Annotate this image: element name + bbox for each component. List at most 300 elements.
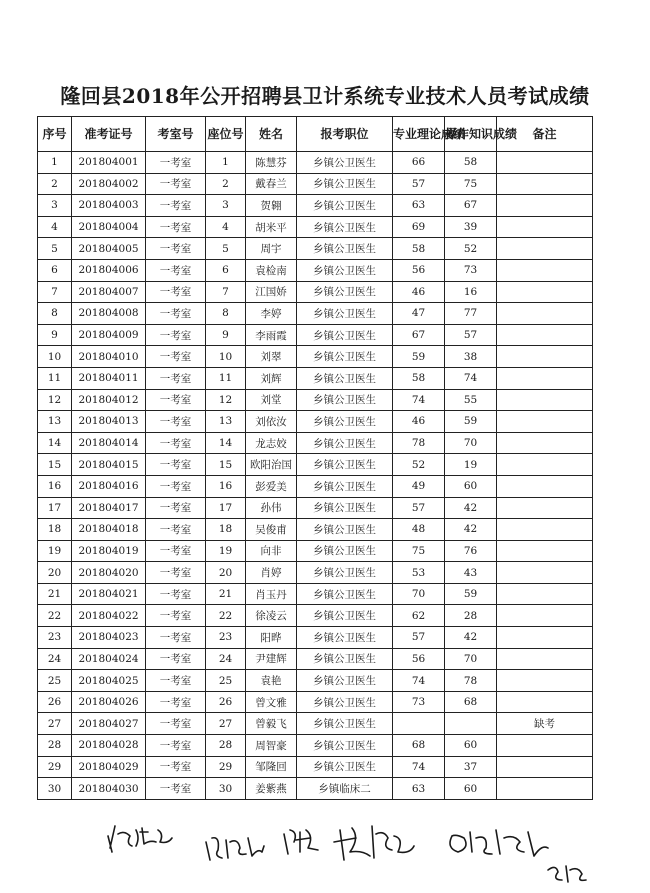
table-row <box>38 389 593 411</box>
row-number-cell: 26 <box>38 691 72 713</box>
exam-id-cell: 201804017 <box>72 497 146 519</box>
table-row <box>38 497 593 519</box>
exam-id-cell: 201804021 <box>72 583 146 605</box>
candidate-name-cell: 戴春兰 <box>246 173 297 195</box>
seat-number-cell: 25 <box>206 670 246 692</box>
table-row <box>38 195 593 217</box>
exam-room-cell: 一考室 <box>146 281 206 303</box>
exam-id-cell: 201804004 <box>72 216 146 238</box>
exam-id-cell: 201804007 <box>72 281 146 303</box>
candidate-name-cell: 吴俊甫 <box>246 519 297 541</box>
candidate-name-cell: 李婷 <box>246 303 297 325</box>
seat-number-cell: 13 <box>206 411 246 433</box>
exam-id-cell: 201804002 <box>72 173 146 195</box>
theory-score-cell: 46 <box>393 411 445 433</box>
position-cell: 乡镇公卫医生 <box>297 605 393 627</box>
practical-score-cell: 75 <box>445 173 497 195</box>
candidate-name-cell: 欧阳治国 <box>246 454 297 476</box>
exam-room-cell: 一考室 <box>146 367 206 389</box>
remark-cell <box>497 735 593 757</box>
row-number-cell: 30 <box>38 778 72 800</box>
seat-number-cell: 14 <box>206 432 246 454</box>
position-cell: 乡镇公卫医生 <box>297 670 393 692</box>
remark-cell <box>497 475 593 497</box>
candidate-name-cell: 胡米平 <box>246 216 297 238</box>
remark-cell <box>497 303 593 325</box>
seat-number-cell: 8 <box>206 303 246 325</box>
column-header: 专业理论成绩 <box>393 117 445 152</box>
table-row <box>38 540 593 562</box>
remark-cell <box>497 648 593 670</box>
remark-cell <box>497 173 593 195</box>
row-number-cell: 4 <box>38 216 72 238</box>
position-cell: 乡镇公卫医生 <box>297 238 393 260</box>
practical-score-cell: 74 <box>445 367 497 389</box>
candidate-name-cell: 姜紫燕 <box>246 778 297 800</box>
remark-cell <box>497 281 593 303</box>
candidate-name-cell: 彭爱美 <box>246 475 297 497</box>
candidate-name-cell: 陈慧芬 <box>246 152 297 174</box>
exam-room-cell: 一考室 <box>146 475 206 497</box>
exam-id-cell: 201804016 <box>72 475 146 497</box>
row-number-cell: 18 <box>38 519 72 541</box>
theory-score-cell: 75 <box>393 540 445 562</box>
practical-score-cell: 70 <box>445 432 497 454</box>
exam-room-cell: 一考室 <box>146 583 206 605</box>
exam-room-cell: 一考室 <box>146 605 206 627</box>
remark-cell <box>497 152 593 174</box>
practical-score-cell <box>445 713 497 735</box>
practical-score-cell: 67 <box>445 195 497 217</box>
theory-score-cell: 58 <box>393 367 445 389</box>
table-row <box>38 411 593 433</box>
exam-id-cell: 201804009 <box>72 324 146 346</box>
signature-4 <box>334 826 414 860</box>
position-cell: 乡镇公卫医生 <box>297 735 393 757</box>
theory-score-cell: 67 <box>393 324 445 346</box>
position-cell: 乡镇公卫医生 <box>297 259 393 281</box>
theory-score-cell: 53 <box>393 562 445 584</box>
position-cell: 乡镇临床二 <box>297 778 393 800</box>
exam-room-cell: 一考室 <box>146 540 206 562</box>
theory-score-cell: 74 <box>393 756 445 778</box>
remark-cell <box>497 454 593 476</box>
column-header: 座位号 <box>206 117 246 152</box>
signature-2 <box>206 838 264 860</box>
position-cell: 乡镇公卫医生 <box>297 173 393 195</box>
exam-id-cell: 201804023 <box>72 627 146 649</box>
candidate-name-cell: 刘翠 <box>246 346 297 368</box>
seat-number-cell: 23 <box>206 627 246 649</box>
table-row <box>38 713 593 735</box>
candidate-name-cell: 周智豪 <box>246 735 297 757</box>
table-row <box>38 648 593 670</box>
practical-score-cell: 58 <box>445 152 497 174</box>
theory-score-cell: 59 <box>393 346 445 368</box>
exam-room-cell: 一考室 <box>146 195 206 217</box>
exam-room-cell: 一考室 <box>146 389 206 411</box>
exam-room-cell: 一考室 <box>146 411 206 433</box>
theory-score-cell: 52 <box>393 454 445 476</box>
seat-number-cell: 11 <box>206 367 246 389</box>
table-row <box>38 367 593 389</box>
exam-id-cell: 201804011 <box>72 367 146 389</box>
seat-number-cell: 3 <box>206 195 246 217</box>
remark-cell <box>497 562 593 584</box>
exam-id-cell: 201804001 <box>72 152 146 174</box>
theory-score-cell: 70 <box>393 583 445 605</box>
position-cell: 乡镇公卫医生 <box>297 389 393 411</box>
seat-number-cell: 30 <box>206 778 246 800</box>
exam-id-cell: 201804022 <box>72 605 146 627</box>
column-header: 考室号 <box>146 117 206 152</box>
practical-score-cell: 76 <box>445 540 497 562</box>
candidate-name-cell: 肖婷 <box>246 562 297 584</box>
candidate-name-cell: 刘堂 <box>246 389 297 411</box>
theory-score-cell: 74 <box>393 389 445 411</box>
position-cell: 乡镇公卫医生 <box>297 411 393 433</box>
candidate-name-cell: 肖玉丹 <box>246 583 297 605</box>
position-cell: 乡镇公卫医生 <box>297 583 393 605</box>
table-row <box>38 778 593 800</box>
candidate-name-cell: 袁艳 <box>246 670 297 692</box>
seat-number-cell: 28 <box>206 735 246 757</box>
exam-room-cell: 一考室 <box>146 713 206 735</box>
remark-cell <box>497 411 593 433</box>
candidate-name-cell: 曾文雅 <box>246 691 297 713</box>
candidate-name-cell: 周宇 <box>246 238 297 260</box>
candidate-name-cell: 刘依汝 <box>246 411 297 433</box>
seat-number-cell: 19 <box>206 540 246 562</box>
seat-number-cell: 9 <box>206 324 246 346</box>
theory-score-cell: 66 <box>393 152 445 174</box>
remark-cell <box>497 756 593 778</box>
page-title: 隆回县2018年公开招聘县卫计系统专业技术人员考试成绩 <box>60 84 590 108</box>
exam-id-cell: 201804003 <box>72 195 146 217</box>
column-header: 报考职位 <box>297 117 393 152</box>
practical-score-cell: 52 <box>445 238 497 260</box>
seat-number-cell: 4 <box>206 216 246 238</box>
exam-id-cell: 201804014 <box>72 432 146 454</box>
candidate-name-cell: 袁检南 <box>246 259 297 281</box>
position-cell: 乡镇公卫医生 <box>297 540 393 562</box>
candidate-name-cell: 阳晔 <box>246 627 297 649</box>
exam-room-cell: 一考室 <box>146 778 206 800</box>
exam-id-cell: 201804012 <box>72 389 146 411</box>
practical-score-cell: 42 <box>445 497 497 519</box>
theory-score-cell <box>393 713 445 735</box>
row-number-cell: 10 <box>38 346 72 368</box>
exam-id-cell: 201804024 <box>72 648 146 670</box>
practical-score-cell: 38 <box>445 346 497 368</box>
position-cell: 乡镇公卫医生 <box>297 562 393 584</box>
position-cell: 乡镇公卫医生 <box>297 367 393 389</box>
table-row <box>38 735 593 757</box>
exam-room-cell: 一考室 <box>146 691 206 713</box>
practical-score-cell: 42 <box>445 519 497 541</box>
seat-number-cell: 5 <box>206 238 246 260</box>
seat-number-cell: 17 <box>206 497 246 519</box>
position-cell: 乡镇公卫医生 <box>297 152 393 174</box>
row-number-cell: 1 <box>38 152 72 174</box>
remark-cell: 缺考 <box>497 713 593 735</box>
exam-room-cell: 一考室 <box>146 216 206 238</box>
practical-score-cell: 43 <box>445 562 497 584</box>
seat-number-cell: 15 <box>206 454 246 476</box>
candidate-name-cell: 龙志姣 <box>246 432 297 454</box>
signatures <box>0 808 650 893</box>
row-number-cell: 6 <box>38 259 72 281</box>
table-row <box>38 562 593 584</box>
remark-cell <box>497 238 593 260</box>
table-row <box>38 519 593 541</box>
row-number-cell: 8 <box>38 303 72 325</box>
row-number-cell: 21 <box>38 583 72 605</box>
table-header-row <box>38 117 593 152</box>
row-number-cell: 12 <box>38 389 72 411</box>
theory-score-cell: 48 <box>393 519 445 541</box>
signature-5 <box>450 830 548 856</box>
exam-room-cell: 一考室 <box>146 648 206 670</box>
practical-score-cell: 57 <box>445 324 497 346</box>
row-number-cell: 3 <box>38 195 72 217</box>
exam-id-cell: 201804020 <box>72 562 146 584</box>
position-cell: 乡镇公卫医生 <box>297 324 393 346</box>
row-number-cell: 16 <box>38 475 72 497</box>
exam-id-cell: 201804028 <box>72 735 146 757</box>
row-number-cell: 7 <box>38 281 72 303</box>
row-number-cell: 23 <box>38 627 72 649</box>
practical-score-cell: 59 <box>445 583 497 605</box>
table-row <box>38 432 593 454</box>
exam-id-cell: 201804010 <box>72 346 146 368</box>
table-row <box>38 475 593 497</box>
theory-score-cell: 69 <box>393 216 445 238</box>
exam-id-cell: 201804025 <box>72 670 146 692</box>
remark-cell <box>497 519 593 541</box>
exam-id-cell: 201804015 <box>72 454 146 476</box>
seat-number-cell: 16 <box>206 475 246 497</box>
candidate-name-cell: 徐凌云 <box>246 605 297 627</box>
candidate-name-cell: 孙伟 <box>246 497 297 519</box>
seat-number-cell: 1 <box>206 152 246 174</box>
table-row <box>38 173 593 195</box>
exam-room-cell: 一考室 <box>146 259 206 281</box>
remark-cell <box>497 778 593 800</box>
signature-6 <box>548 866 586 882</box>
theory-score-cell: 63 <box>393 778 445 800</box>
table-row <box>38 281 593 303</box>
seat-number-cell: 20 <box>206 562 246 584</box>
seat-number-cell: 21 <box>206 583 246 605</box>
table-row <box>38 627 593 649</box>
exam-id-cell: 201804006 <box>72 259 146 281</box>
candidate-name-cell: 贺翱 <box>246 195 297 217</box>
row-number-cell: 29 <box>38 756 72 778</box>
theory-score-cell: 49 <box>393 475 445 497</box>
table-row <box>38 346 593 368</box>
table-row <box>38 670 593 692</box>
column-header: 操作知识成绩 <box>445 117 497 152</box>
exam-room-cell: 一考室 <box>146 519 206 541</box>
practical-score-cell: 60 <box>445 475 497 497</box>
seat-number-cell: 6 <box>206 259 246 281</box>
table-row <box>38 152 593 174</box>
position-cell: 乡镇公卫医生 <box>297 756 393 778</box>
exam-room-cell: 一考室 <box>146 346 206 368</box>
row-number-cell: 17 <box>38 497 72 519</box>
practical-score-cell: 42 <box>445 627 497 649</box>
row-number-cell: 9 <box>38 324 72 346</box>
remark-cell <box>497 346 593 368</box>
position-cell: 乡镇公卫医生 <box>297 519 393 541</box>
exam-id-cell: 201804029 <box>72 756 146 778</box>
remark-cell <box>497 627 593 649</box>
signature-3 <box>284 830 318 854</box>
row-number-cell: 19 <box>38 540 72 562</box>
exam-room-cell: 一考室 <box>146 735 206 757</box>
exam-id-cell: 201804027 <box>72 713 146 735</box>
practical-score-cell: 60 <box>445 735 497 757</box>
remark-cell <box>497 389 593 411</box>
seat-number-cell: 24 <box>206 648 246 670</box>
exam-room-cell: 一考室 <box>146 454 206 476</box>
signature-1 <box>108 826 172 852</box>
remark-cell <box>497 497 593 519</box>
column-header: 备注 <box>497 117 593 152</box>
position-cell: 乡镇公卫医生 <box>297 195 393 217</box>
candidate-name-cell: 李雨霞 <box>246 324 297 346</box>
candidate-name-cell: 刘辉 <box>246 367 297 389</box>
row-number-cell: 25 <box>38 670 72 692</box>
exam-room-cell: 一考室 <box>146 173 206 195</box>
practical-score-cell: 16 <box>445 281 497 303</box>
table-row <box>38 756 593 778</box>
practical-score-cell: 70 <box>445 648 497 670</box>
candidate-name-cell: 邹隆回 <box>246 756 297 778</box>
theory-score-cell: 56 <box>393 648 445 670</box>
theory-score-cell: 78 <box>393 432 445 454</box>
position-cell: 乡镇公卫医生 <box>297 303 393 325</box>
table-row <box>38 259 593 281</box>
candidate-name-cell: 向非 <box>246 540 297 562</box>
practical-score-cell: 59 <box>445 411 497 433</box>
row-number-cell: 15 <box>38 454 72 476</box>
theory-score-cell: 62 <box>393 605 445 627</box>
practical-score-cell: 39 <box>445 216 497 238</box>
exam-id-cell: 201804005 <box>72 238 146 260</box>
row-number-cell: 20 <box>38 562 72 584</box>
position-cell: 乡镇公卫医生 <box>297 627 393 649</box>
row-number-cell: 27 <box>38 713 72 735</box>
exam-room-cell: 一考室 <box>146 670 206 692</box>
table-row <box>38 303 593 325</box>
theory-score-cell: 57 <box>393 173 445 195</box>
theory-score-cell: 58 <box>393 238 445 260</box>
table-row <box>38 324 593 346</box>
exam-id-cell: 201804013 <box>72 411 146 433</box>
remark-cell <box>497 583 593 605</box>
remark-cell <box>497 432 593 454</box>
practical-score-cell: 78 <box>445 670 497 692</box>
theory-score-cell: 47 <box>393 303 445 325</box>
seat-number-cell: 12 <box>206 389 246 411</box>
practical-score-cell: 60 <box>445 778 497 800</box>
practical-score-cell: 73 <box>445 259 497 281</box>
position-cell: 乡镇公卫医生 <box>297 216 393 238</box>
seat-number-cell: 10 <box>206 346 246 368</box>
theory-score-cell: 57 <box>393 497 445 519</box>
column-header: 准考证号 <box>72 117 146 152</box>
remark-cell <box>497 216 593 238</box>
table-row <box>38 238 593 260</box>
theory-score-cell: 57 <box>393 627 445 649</box>
position-cell: 乡镇公卫医生 <box>297 648 393 670</box>
theory-score-cell: 46 <box>393 281 445 303</box>
column-header: 姓名 <box>246 117 297 152</box>
theory-score-cell: 68 <box>393 735 445 757</box>
row-number-cell: 14 <box>38 432 72 454</box>
practical-score-cell: 55 <box>445 389 497 411</box>
remark-cell <box>497 367 593 389</box>
exam-room-cell: 一考室 <box>146 303 206 325</box>
exam-id-cell: 201804019 <box>72 540 146 562</box>
table-row <box>38 691 593 713</box>
score-table <box>37 116 593 800</box>
practical-score-cell: 77 <box>445 303 497 325</box>
table-row <box>38 216 593 238</box>
row-number-cell: 11 <box>38 367 72 389</box>
practical-score-cell: 37 <box>445 756 497 778</box>
exam-room-cell: 一考室 <box>146 627 206 649</box>
remark-cell <box>497 324 593 346</box>
theory-score-cell: 63 <box>393 195 445 217</box>
position-cell: 乡镇公卫医生 <box>297 475 393 497</box>
seat-number-cell: 18 <box>206 519 246 541</box>
position-cell: 乡镇公卫医生 <box>297 346 393 368</box>
exam-id-cell: 201804008 <box>72 303 146 325</box>
exam-id-cell: 201804026 <box>72 691 146 713</box>
row-number-cell: 24 <box>38 648 72 670</box>
practical-score-cell: 28 <box>445 605 497 627</box>
seat-number-cell: 2 <box>206 173 246 195</box>
row-number-cell: 22 <box>38 605 72 627</box>
position-cell: 乡镇公卫医生 <box>297 713 393 735</box>
theory-score-cell: 74 <box>393 670 445 692</box>
seat-number-cell: 27 <box>206 713 246 735</box>
exam-id-cell: 201804030 <box>72 778 146 800</box>
exam-room-cell: 一考室 <box>146 432 206 454</box>
position-cell: 乡镇公卫医生 <box>297 454 393 476</box>
remark-cell <box>497 259 593 281</box>
candidate-name-cell: 江国娇 <box>246 281 297 303</box>
remark-cell <box>497 691 593 713</box>
remark-cell <box>497 195 593 217</box>
practical-score-cell: 19 <box>445 454 497 476</box>
position-cell: 乡镇公卫医生 <box>297 281 393 303</box>
exam-room-cell: 一考室 <box>146 756 206 778</box>
candidate-name-cell: 尹建辉 <box>246 648 297 670</box>
practical-score-cell: 68 <box>445 691 497 713</box>
exam-id-cell: 201804018 <box>72 519 146 541</box>
position-cell: 乡镇公卫医生 <box>297 432 393 454</box>
theory-score-cell: 73 <box>393 691 445 713</box>
exam-room-cell: 一考室 <box>146 562 206 584</box>
column-header: 序号 <box>38 117 72 152</box>
table-row <box>38 583 593 605</box>
seat-number-cell: 29 <box>206 756 246 778</box>
remark-cell <box>497 540 593 562</box>
